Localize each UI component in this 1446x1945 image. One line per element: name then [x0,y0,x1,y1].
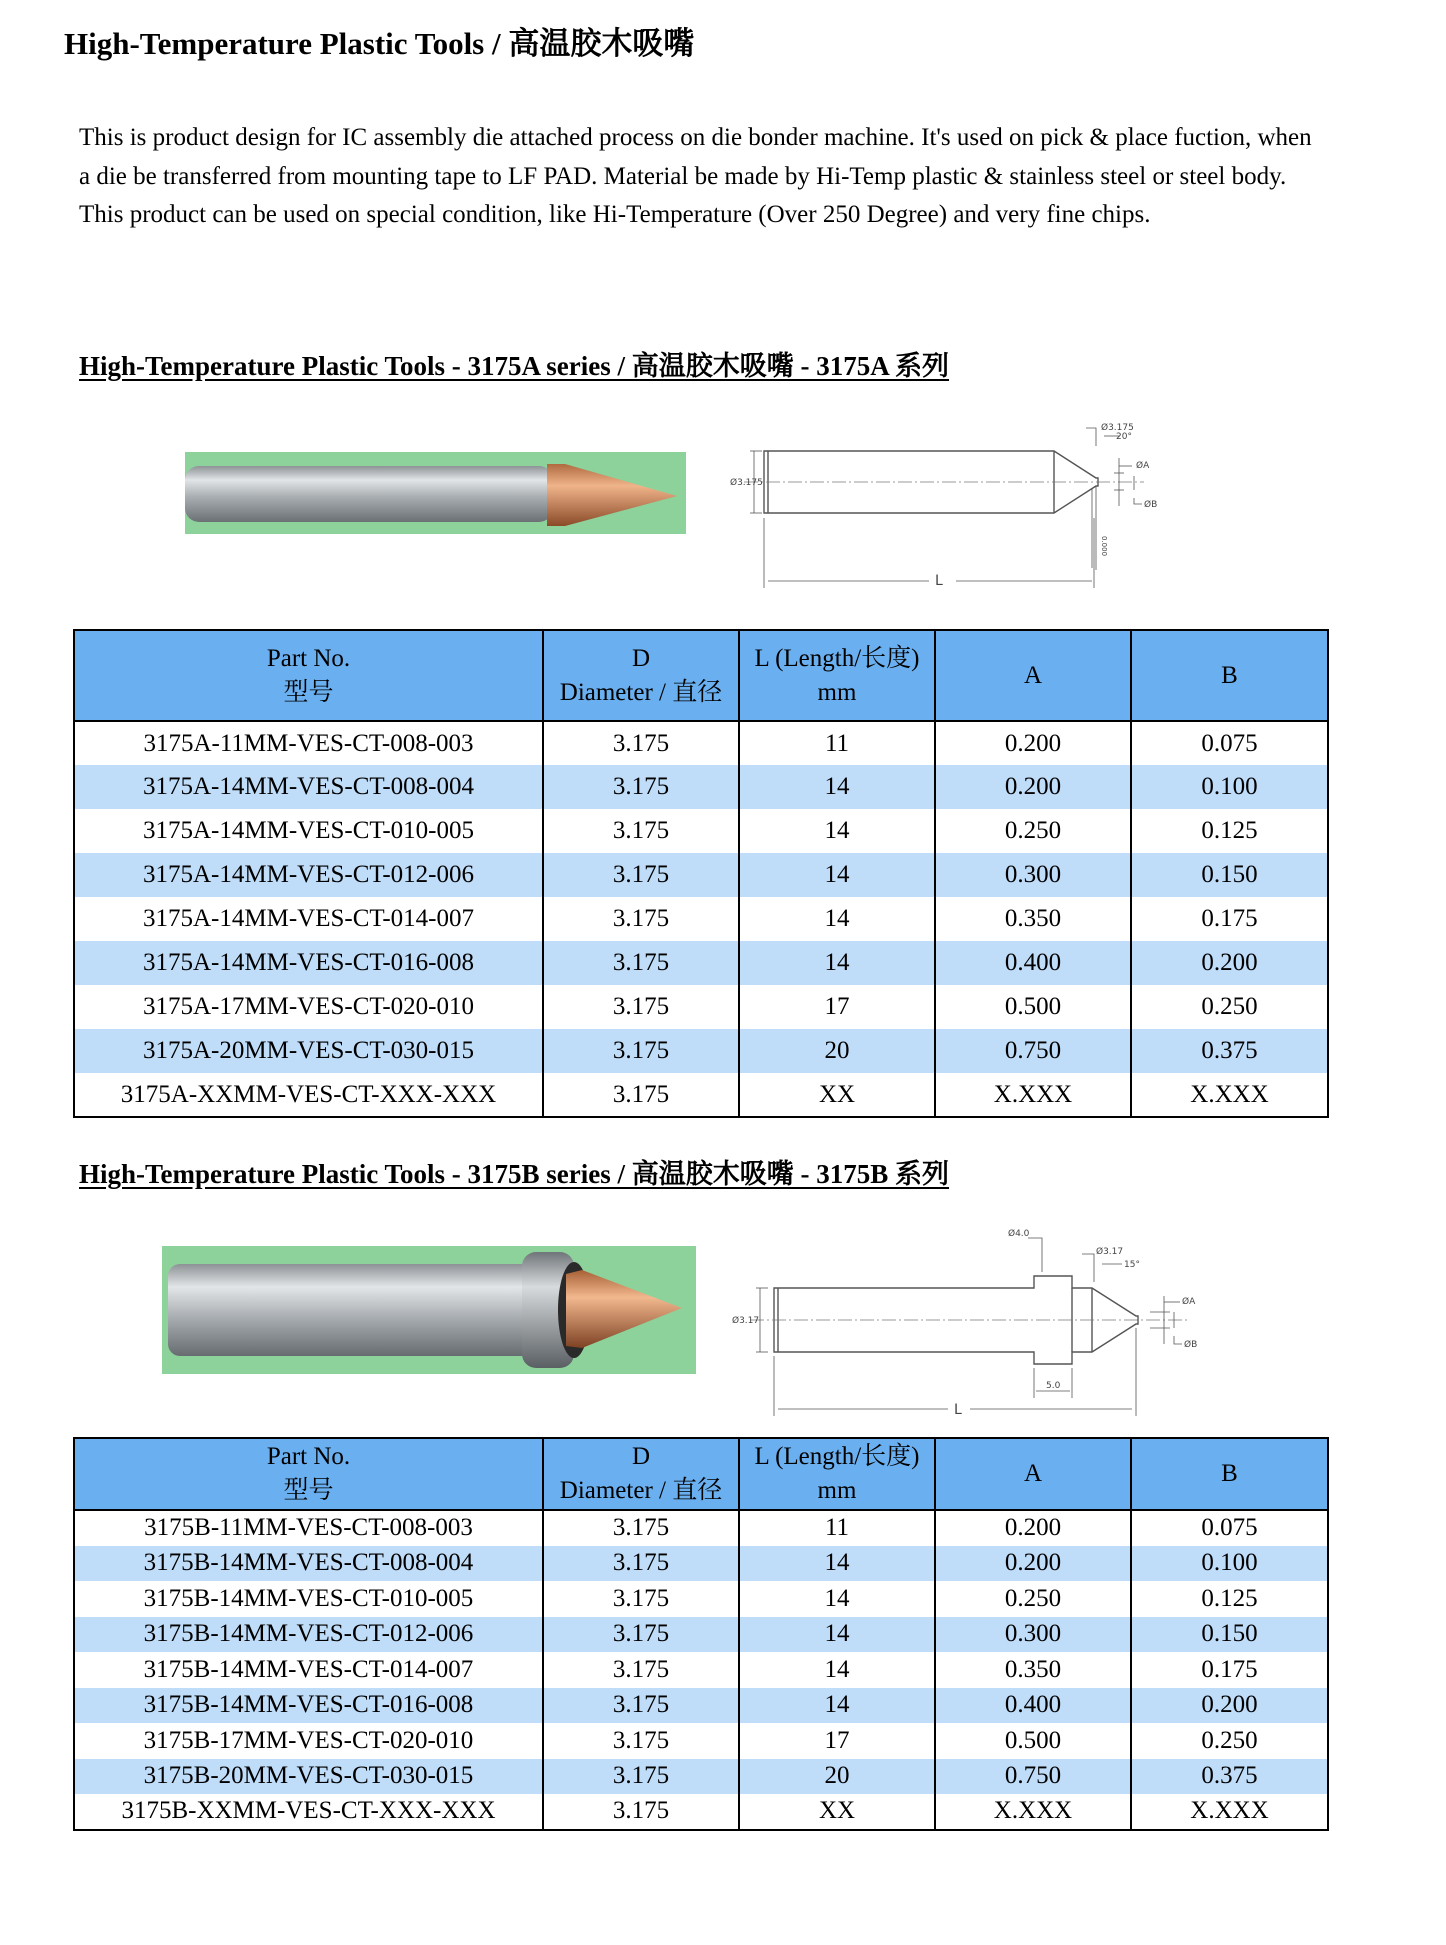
series-a-b-label: ØB [1144,500,1158,510]
table-row: 3175B-14MM-VES-CT-016-008 3.175 14 0.400 0.200 [74,1688,1328,1724]
series-a-tip-diameter-label: Ø3.175 [1101,423,1134,433]
page-title: High-Temperature Plastic Tools / 高温胶木吸嘴 [64,26,695,61]
series-a-angle-label: 20° [1116,432,1132,442]
series-b-a-label: ØA [1182,1297,1196,1307]
table-row: 3175B-11MM-VES-CT-008-003 3.175 11 0.200 0.075 [74,1510,1328,1546]
header-b: B [1131,630,1328,721]
header-b: B [1131,1438,1328,1510]
series-b-angle-label: 15° [1124,1260,1140,1270]
header-a: A [935,630,1131,721]
table-row: 3175A-14MM-VES-CT-014-007 3.175 14 0.350 0.175 [74,897,1328,941]
series-b-heading: High-Temperature Plastic Tools - 3175B series / 高温胶木吸嘴 - 3175B 系列 [79,1159,949,1189]
series-b-length-label: L [954,1402,962,1418]
header-diameter: D Diameter / 直径 [543,630,739,721]
header-length: L (Length/长度) mm [739,1438,935,1510]
table-row: 3175A-20MM-VES-CT-030-015 3.175 20 0.750 0.375 [74,1029,1328,1073]
series-b-spec-table [73,1437,1329,1831]
series-b-b-label: ØB [1184,1340,1198,1350]
header-part-no: Part No. 型号 [74,1438,543,1510]
table-row: 3175B-XXMM-VES-CT-XXX-XXX 3.175 XX X.XXX X.XXX [74,1794,1328,1830]
header-length: L (Length/长度) mm [739,630,935,721]
table-row: 3175B-17MM-VES-CT-020-010 3.175 17 0.500 0.250 [74,1723,1328,1759]
series-a-spec-table [73,629,1329,1118]
header-part-no: Part No. 型号 [74,630,543,721]
header-a: A [935,1438,1131,1510]
series-b-tool-icon [162,1246,696,1374]
series-b-header-row [74,1438,1328,1510]
series-b-diameter-label: Ø3.17 [732,1316,760,1326]
series-a-tool-photo [185,452,686,534]
series-a-tool-icon [185,452,686,534]
series-a-heading: High-Temperature Plastic Tools - 3175A series / 高温胶木吸嘴 - 3175A 系列 [79,351,949,381]
series-b-technical-drawing [730,1204,1250,1426]
table-row: 3175A-14MM-VES-CT-012-006 3.175 14 0.300 0.150 [74,853,1328,897]
series-b-collar-label: Ø4.0 [1008,1229,1030,1239]
series-a-depth-label: 0.000 [1100,536,1108,557]
table-row: 3175A-14MM-VES-CT-016-008 3.175 14 0.400 0.200 [74,941,1328,985]
table-row: 3175B-14MM-VES-CT-008-004 3.175 14 0.200 0.100 [74,1546,1328,1582]
table-row: 3175B-14MM-VES-CT-012-006 3.175 14 0.300 0.150 [74,1617,1328,1653]
table-row: 3175A-17MM-VES-CT-020-010 3.175 17 0.500 0.250 [74,985,1328,1029]
table-row: 3175A-11MM-VES-CT-008-003 3.175 11 0.200 0.075 [74,721,1328,765]
series-a-length-label: L [935,573,943,589]
table-row: 3175B-14MM-VES-CT-010-005 3.175 14 0.250 0.125 [74,1581,1328,1617]
header-diameter: D Diameter / 直径 [543,1438,739,1510]
series-a-header-row [74,630,1328,721]
intro-paragraph: This is product design for IC assembly die attached process on die bonder machine. It's used on pick & place fuction, when a die be transferred from mounting tape to LF PAD. Material be made by Hi-Temp plastic & stainless steel or steel body. This product can be used on special condition, like Hi-Temperature (Over 250 Degree) and very fine chips. [79,124,1312,228]
table-row: 3175A-XXMM-VES-CT-XXX-XXX 3.175 XX X.XXX X.XXX [74,1073,1328,1117]
series-b-tool-photo [162,1246,696,1374]
series-b-collar-length-label: 5.0 [1046,1381,1061,1391]
series-b-tip-diameter-label: Ø3.17 [1096,1247,1124,1257]
series-a-technical-drawing [724,418,1250,596]
series-a-diameter-label: Ø3.175 [730,478,763,488]
table-row: 3175A-14MM-VES-CT-008-004 3.175 14 0.200 0.100 [74,765,1328,809]
table-row: 3175B-20MM-VES-CT-030-015 3.175 20 0.750 0.375 [74,1759,1328,1795]
series-a-a-label: ØA [1136,461,1150,471]
table-row: 3175B-14MM-VES-CT-014-007 3.175 14 0.350 0.175 [74,1652,1328,1688]
table-row: 3175A-14MM-VES-CT-010-005 3.175 14 0.250 0.125 [74,809,1328,853]
